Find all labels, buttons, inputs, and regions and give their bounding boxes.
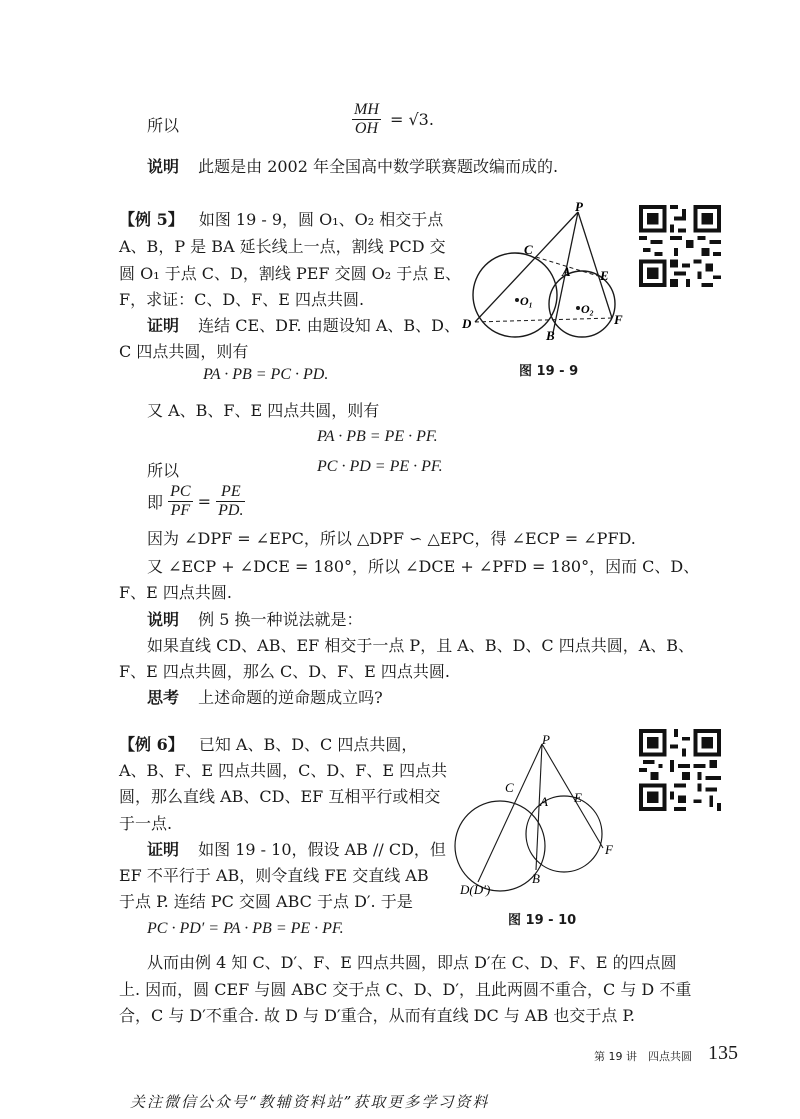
- label6-d: D(D′): [460, 882, 491, 897]
- ex6-text-2: 圆，那么直线 AB、CD、EF 互相平行或相交: [119, 787, 441, 806]
- ex6-label: 【例 6】: [119, 735, 184, 754]
- label6-a: A: [540, 794, 548, 809]
- ex5-eq3: PC · PD = PE · PF.: [317, 458, 443, 475]
- qr-icon: [639, 729, 721, 811]
- note1-label: 说明: [147, 157, 180, 176]
- ex5-note-line1: 如果直线 CD、AB、EF 相交于一点 P，且 A、B、D、C 四点共圆，A、B、: [147, 636, 695, 655]
- qr-icon: [639, 205, 721, 287]
- fig-19-9-caption: 图 19 - 9: [519, 364, 579, 379]
- ex5-frac1: [168, 483, 192, 520]
- ex5-note-label: 说明: [147, 610, 180, 629]
- label6-e: E: [574, 790, 582, 805]
- ex5-text-2: 圆 O₁ 于点 C、D，割线 PEF 交圆 O₂ 于点 E、: [119, 264, 462, 283]
- ex6-proof-text-0: 如图 19 - 10，假设 AB // CD，但: [198, 840, 446, 859]
- label-d: D: [462, 316, 472, 331]
- ex5-note-line2: F、E 四点共圆，那么 C、D、F、E 四点共圆.: [119, 662, 450, 681]
- line-p-f: [542, 744, 603, 848]
- ex5-frac2: [216, 483, 245, 520]
- ex5-ji-line: [147, 483, 245, 520]
- ex5-eq2: PA · PB = PE · PF.: [317, 428, 438, 445]
- label-o1: O₁: [520, 294, 533, 308]
- ex6-text-0: 已知 A、B、D、C 四点共圆，: [198, 735, 418, 754]
- ex5-again: 又 A、B、F、E 四点共圆，则有: [147, 401, 380, 420]
- label-f: F: [614, 312, 623, 327]
- label-b: B: [546, 328, 555, 340]
- ex5-frac1-den: PF: [170, 502, 191, 519]
- ex5-frac2-den: PD.: [218, 502, 244, 519]
- dot-o2: [576, 306, 580, 310]
- top-frac-num: MH: [354, 101, 379, 118]
- ex6-concl-1: 上. 因而，圆 CEF 与圆 ABC 交于点 C、D、D′，且此两圆不重合，C 与 D 不重: [119, 980, 692, 999]
- note1-text: 此题是由 2002 年全国高中数学联赛题改编而成的.: [198, 157, 559, 176]
- dot-o1: [515, 298, 519, 302]
- fig-19-10-caption: 图 19 - 10: [508, 913, 577, 928]
- ex6-concl-0: 从而由例 4 知 C、D′、F、E 四点共圆，即点 D′在 C、D、F、E 的四点圆: [147, 953, 677, 972]
- ex5-eq1: PA · PB = PC · PD.: [203, 366, 329, 383]
- ex5-label: 【例 5】: [119, 210, 184, 229]
- ex6-text-1: A、B、F、E 四点共圆，C、D、F、E 四点共: [119, 761, 448, 780]
- ex6-proof-1: EF 不平行于 AB，则令直线 FE 交直线 AB: [119, 866, 429, 885]
- figure-19-9: [460, 200, 630, 340]
- label6-b: B: [532, 871, 540, 886]
- ex5-note-text: 例 5 换一种说法就是：: [198, 610, 363, 629]
- label-o2: O₂: [581, 302, 594, 316]
- page-number: 135: [708, 1042, 738, 1064]
- label6-p: P: [542, 732, 550, 747]
- footer-chapter: 第 19 讲 四点共圆: [594, 1050, 692, 1063]
- label-e: E: [600, 268, 609, 283]
- ex6-proof-label: 证明: [147, 840, 180, 859]
- ex5-so: 所以: [147, 461, 180, 480]
- ex6-text-3: 于一点.: [119, 814, 173, 833]
- ex5-proof-label: 证明: [147, 316, 180, 335]
- ex5-eqsign: =: [197, 492, 212, 511]
- ex5-note: [147, 607, 362, 630]
- top-prefix: 所以: [147, 116, 180, 135]
- ex6-eq: PC · PD′ = PA · PB = PE · PF.: [147, 920, 344, 937]
- ex5-also2: F、E 四点共圆.: [119, 583, 232, 602]
- ex5-ji: 即: [147, 493, 164, 512]
- ex5-think-label: 思考: [147, 688, 180, 707]
- label6-c: C: [505, 780, 514, 795]
- watermark: 关注微信公众号“教辅资料站”获取更多学习资料: [130, 1093, 490, 1111]
- figure-19-10: [450, 730, 620, 900]
- ex5-because: 因为 ∠DPF = ∠EPC，所以 △DPF ∽ △EPC，得 ∠ECP = ∠PFD.: [147, 529, 636, 548]
- ex5-think: [147, 685, 383, 708]
- ex5-think-text: 上述命题的逆命题成立吗?: [198, 688, 383, 707]
- note1: [147, 154, 558, 177]
- circle-o1: [473, 253, 557, 337]
- label6-f: F: [605, 842, 613, 857]
- ex6-proof-0: [147, 837, 446, 860]
- label-c: C: [524, 242, 533, 257]
- ex5-text-0: 如图 19 - 9，圆 O₁、O₂ 相交于点: [198, 210, 444, 229]
- top-fraction: [352, 101, 381, 138]
- label-p: P: [575, 200, 583, 214]
- line-df: [475, 318, 612, 322]
- ex6-line-0: [119, 732, 417, 755]
- label-a: A: [562, 264, 571, 279]
- top-frac-den: OH: [354, 120, 378, 137]
- ex5-frac1-num: PC: [170, 483, 191, 500]
- qr-code-2[interactable]: [639, 729, 721, 811]
- ex5-proof-1: C 四点共圆，则有: [119, 342, 249, 361]
- ex5-text-1: A、B，P 是 BA 延长线上一点，割线 PCD 交: [119, 237, 446, 256]
- ex6-proof-2: 于点 P. 连结 PC 交圆 ABC 于点 D′. 于是: [119, 892, 413, 911]
- ex6-concl-2: 合，C 与 D′不重合. 故 D 与 D′重合，从而有直线 DC 与 AB 也交于点 P.: [119, 1006, 636, 1025]
- ex5-text-3: F，求证：C、D、F、E 四点共圆.: [119, 290, 365, 309]
- qr-code-1[interactable]: [639, 205, 721, 287]
- ex5-proof-0: [147, 313, 460, 336]
- top-eq-rhs: = √3.: [389, 110, 434, 129]
- ex5-frac2-num: PE: [216, 483, 245, 502]
- ex5-also: 又 ∠ECP + ∠DCE = 180°，所以 ∠DCE + ∠PFD = 180°，因而 C、D、: [147, 557, 700, 576]
- top-equation: [352, 101, 434, 138]
- ex5-line-0: [119, 207, 443, 230]
- ex5-proof-text-0: 连结 CE、DF. 由题设知 A、B、D、: [198, 316, 460, 335]
